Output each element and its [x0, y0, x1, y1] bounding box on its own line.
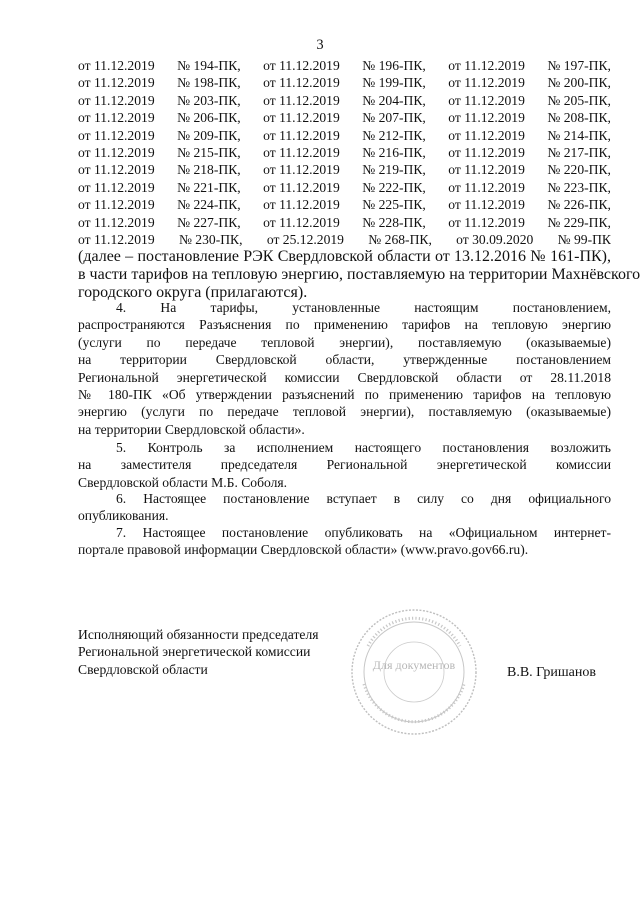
decree-row [78, 214, 611, 231]
decree-number: № 227-ПК, [177, 214, 241, 230]
decree-tail-line: в части тарифов на тепловую энергию, поставляемую на территории Махнёвского [78, 266, 640, 284]
decree-date: от 11.12.2019 [78, 92, 155, 108]
decree-number: № 217-ПК, [547, 145, 611, 161]
decree-number: № 198-ПК, [177, 75, 241, 91]
decree-number: № 215-ПК, [177, 145, 241, 161]
decree-number: № 206-ПК, [177, 110, 241, 126]
decree-date: от 11.12.2019 [78, 127, 155, 143]
decree-number: № 209-ПК, [177, 127, 241, 143]
decree-date: от 11.12.2019 [448, 127, 525, 143]
decree-date: от 11.12.2019 [448, 58, 525, 73]
decree-row [78, 109, 611, 126]
decree-number: № 224-ПК, [177, 197, 241, 213]
decree-date: от 11.12.2019 [263, 127, 340, 143]
decree-number: № 229-ПК, [547, 214, 611, 230]
seal-center-text: Для документов [372, 658, 456, 672]
decree-date: от 11.12.2019 [448, 110, 525, 126]
decree-number: № 223-ПК, [547, 179, 611, 195]
signature-title-line: Свердловской области [78, 661, 208, 677]
paragraph-line: (услуги по передаче тепловой энергии), поставляемую (оказываемые) [78, 334, 611, 350]
decree-date: от 11.12.2019 [263, 162, 340, 178]
paragraph-line: Свердловской области М.Б. Соболя. [78, 474, 288, 490]
decree-date: от 11.12.2019 [263, 110, 340, 126]
decree-row [78, 179, 611, 196]
decree-number: № 222-ПК, [362, 179, 426, 195]
paragraph-line: 4. На тарифы, установленные настоящим постановлением, [116, 300, 611, 315]
decree-number: № 214-ПК, [547, 127, 611, 143]
paragraph-line: № 180-ПК «Об утверждении разъяснений по применению тарифов на тепловую [78, 387, 611, 403]
paragraph-7 [78, 524, 611, 559]
paragraph-line: на территории Свердловской области». [78, 421, 305, 437]
paragraph-line: распространяются Разъяснения по применению тарифов на тепловую энергию [78, 317, 611, 333]
decree-date: от 11.12.2019 [78, 232, 155, 248]
decree-number: № 200-ПК, [547, 75, 611, 91]
paragraph-line: энергию (услуги по передаче тепловой энергии), поставляемую (оказываемые) [78, 404, 611, 420]
decree-date: от 11.12.2019 [78, 145, 155, 161]
decree-date: от 11.12.2019 [263, 92, 340, 108]
decree-number: № 268-ПК, [368, 232, 432, 248]
decree-date: от 11.12.2019 [78, 179, 155, 195]
decree-date: от 11.12.2019 [448, 75, 525, 91]
decree-tail-line: городского округа (прилагаются). [78, 284, 308, 302]
decree-number: № 207-ПК, [362, 110, 426, 126]
decree-tail-line: (далее – постановление РЭК Свердловской области от 13.12.2016 № 161-ПК), [78, 248, 611, 266]
paragraph-6 [78, 490, 611, 525]
decree-row [78, 161, 611, 178]
decree-date: от 11.12.2019 [448, 162, 525, 178]
decree-number: № 216-ПК, [362, 145, 426, 161]
signature-title-line: Исполняющий обязанности председателя [78, 627, 319, 642]
paragraph-line: на территории Свердловской области, утвержденные постановлением [78, 352, 611, 368]
decree-date: от 11.12.2019 [448, 214, 525, 230]
signature-title [78, 626, 319, 678]
decree-date: от 11.12.2019 [448, 145, 525, 161]
decree-number: № 220-ПК, [547, 162, 611, 178]
decree-row [78, 57, 611, 74]
paragraph-line: на заместителя председателя Региональной энергетической комиссии [78, 457, 611, 473]
decree-date: от 11.12.2019 [263, 145, 340, 161]
decree-date: от 11.12.2019 [78, 214, 155, 230]
decree-number: № 221-ПК, [177, 179, 241, 195]
decree-number: № 99-ПК [557, 232, 611, 248]
official-seal [348, 606, 480, 738]
paragraph-5 [78, 439, 611, 491]
decree-number: № 196-ПК, [362, 58, 426, 73]
paragraph-4 [78, 299, 611, 438]
decree-date: от 11.12.2019 [448, 179, 525, 195]
decree-number: № 228-ПК, [362, 214, 426, 230]
decree-number: № 226-ПК, [547, 197, 611, 213]
decree-number: № 218-ПК, [177, 162, 241, 178]
decree-row [78, 74, 611, 91]
decree-row [78, 196, 611, 213]
decree-number: № 205-ПК, [547, 92, 611, 108]
decree-number: № 194-ПК, [177, 58, 241, 73]
paragraph-line: 7. Настоящее постановление опубликовать на «Официальном интернет- [116, 525, 611, 540]
decree-number: № 230-ПК, [178, 232, 243, 248]
decree-number: № 225-ПК, [362, 197, 426, 213]
paragraph-line: 6. Настоящее постановление вступает в силу со дня официального [116, 491, 611, 506]
decree-date: от 11.12.2019 [263, 214, 340, 230]
decree-number: № 197-ПК, [547, 58, 611, 73]
decree-number: № 212-ПК, [362, 127, 426, 143]
paragraph-line: портале правовой информации Свердловской области» (www.pravo.gov66.ru). [78, 542, 529, 558]
decree-row [78, 127, 611, 144]
decree-number: № 208-ПК, [547, 110, 611, 126]
decree-date: от 11.12.2019 [263, 197, 340, 213]
decree-number: № 199-ПК, [362, 75, 426, 91]
decree-date: от 25.12.2019 [266, 232, 344, 248]
decree-number: № 204-ПК, [362, 92, 426, 108]
page-number: 3 [316, 37, 324, 53]
decree-date: от 11.12.2019 [78, 75, 155, 91]
decree-date: от 11.12.2019 [78, 58, 155, 73]
signer-name: В.В. Гришанов [507, 665, 596, 680]
decree-row [78, 92, 611, 109]
decree-date: от 30.09.2020 [456, 232, 534, 248]
decree-row [78, 231, 611, 248]
paragraph-line: опубликования. [78, 508, 169, 524]
decree-date: от 11.12.2019 [448, 197, 525, 213]
paragraph-line: 5. Контроль за исполнением настоящего постановления возложить [116, 440, 611, 455]
decree-date: от 11.12.2019 [263, 179, 340, 195]
decree-number: № 203-ПК, [177, 92, 241, 108]
decree-date: от 11.12.2019 [78, 162, 155, 178]
decree-row [78, 144, 611, 161]
decree-date: от 11.12.2019 [78, 110, 155, 126]
decree-date: от 11.12.2019 [263, 58, 340, 73]
signature-title-line: Региональной энергетической комиссии [78, 644, 311, 660]
decree-date: от 11.12.2019 [263, 75, 340, 91]
decree-date: от 11.12.2019 [448, 92, 525, 108]
paragraph-line: Региональной энергетической комиссии Свердловской области от 28.11.2018 [78, 369, 611, 385]
decree-list [78, 57, 640, 302]
decree-date: от 11.12.2019 [78, 197, 155, 213]
decree-number: № 219-ПК, [362, 162, 426, 178]
